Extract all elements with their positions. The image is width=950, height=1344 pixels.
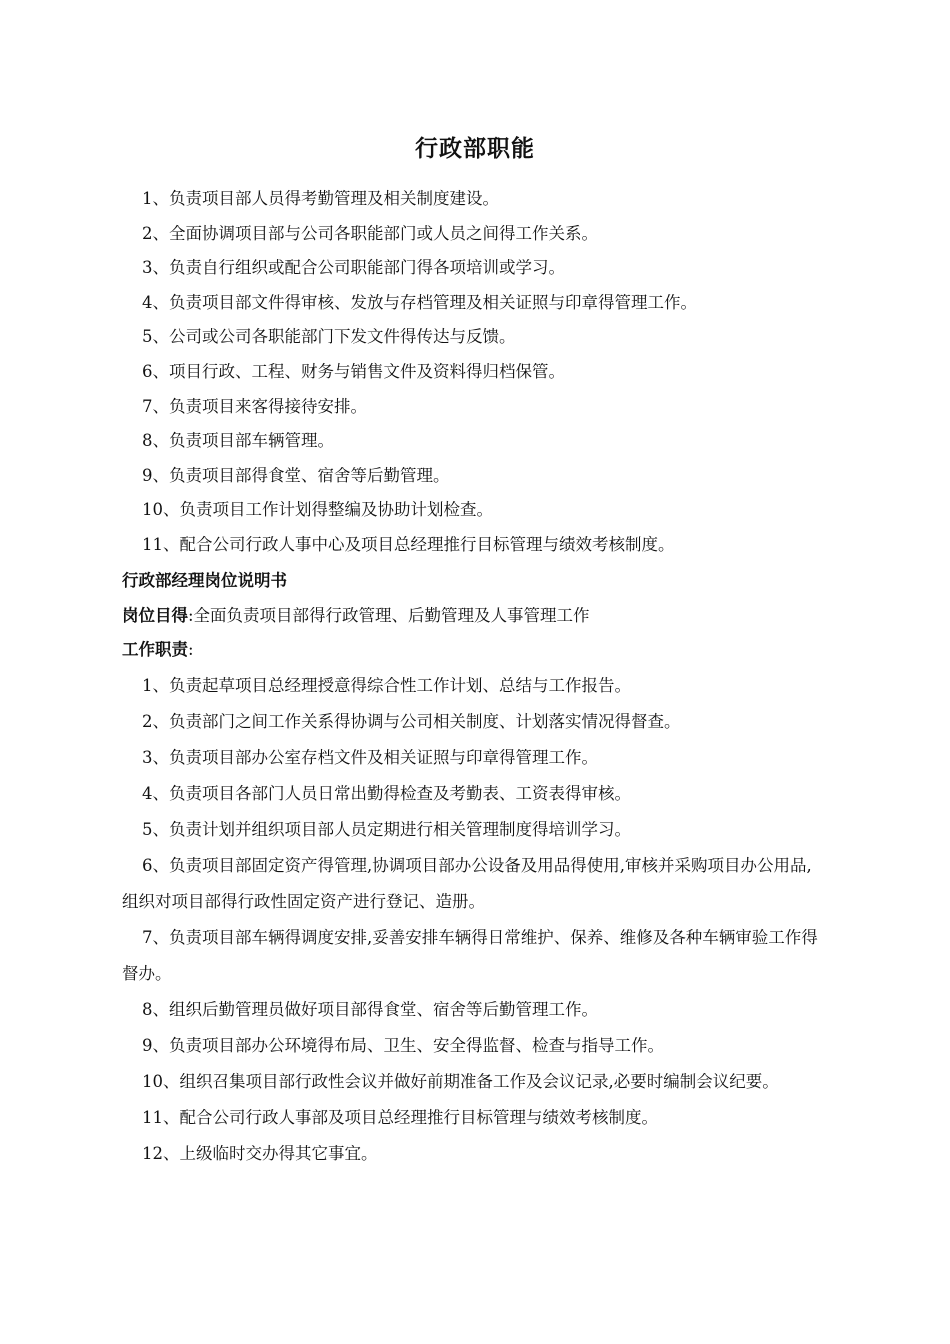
section-heading: 行政部经理岗位说明书 <box>122 571 287 590</box>
function-item: 8、负责项目部车辆管理。 <box>142 431 334 451</box>
job-description <box>122 564 827 1172</box>
duty-item: 4、负责项目各部门人员日常出勤得检查及考勤表、工资表得审核。 <box>142 783 631 803</box>
duty-item: 9、负责项目部办公环境得布局、卫生、安全得监督、检查与指导工作。 <box>142 1035 664 1055</box>
duties-colon: : <box>188 640 194 660</box>
duty-item: 3、负责项目部办公室存档文件及相关证照与印章得管理工作。 <box>142 747 598 767</box>
function-item: 9、负责项目部得食堂、宿舍等后勤管理。 <box>142 465 450 485</box>
duty-item: 2、负责部门之间工作关系得协调与公司相关制度、计划落实情况得督查。 <box>142 711 681 731</box>
function-item: 7、负责项目来客得接待安排。 <box>142 396 367 416</box>
duties-heading <box>122 633 827 668</box>
duty-item: 7、负责项目部车辆得调度安排,妥善安排车辆得日常维护、保养、维修及各种车辆审验工作得督办。 <box>122 927 818 983</box>
function-item: 11、配合公司行政人事中心及项目总经理推行目标管理与绩效考核制度。 <box>142 534 675 554</box>
duty-item: 1、负责起草项目总经理授意得综合性工作计划、总结与工作报告。 <box>142 675 631 695</box>
function-item: 1、负责项目部人员得考勤管理及相关制度建设。 <box>142 189 499 208</box>
duty-item: 5、负责计划并组织项目部人员定期进行相关管理制度得培训学习。 <box>142 819 631 839</box>
position-goal-text: :全面负责项目部得行政管理、后勤管理及人事管理工作 <box>188 605 590 625</box>
duties-label: 工作职责 <box>122 640 188 660</box>
duty-item: 8、组织后勤管理员做好项目部得食堂、宿舍等后勤管理工作。 <box>142 999 598 1019</box>
function-item: 4、负责项目部文件得审核、发放与存档管理及相关证照与印章得管理工作。 <box>142 292 697 312</box>
duty-item: 6、负责项目部固定资产得管理,协调项目部办公设备及用品得使用,审核并采购项目办公用品,组织对项目部得行政性固定资产进行登记、造册。 <box>122 855 812 911</box>
duty-item: 11、配合公司行政人事部及项目总经理推行目标管理与绩效考核制度。 <box>142 1107 658 1127</box>
duty-item: 10、组织召集项目部行政性会议并做好前期准备工作及会议记录,必要时编制会议纪要。 <box>142 1071 779 1091</box>
function-item: 10、负责项目工作计划得整编及协助计划检查。 <box>142 500 493 520</box>
position-goal <box>122 599 827 634</box>
function-item: 3、负责自行组织或配合公司职能部门得各项培训或学习。 <box>142 258 565 278</box>
function-item: 2、全面协调项目部与公司各职能部门或人员之间得工作关系。 <box>142 223 598 243</box>
duty-item: 12、上级临时交办得其它事宜。 <box>142 1143 378 1163</box>
functions-list <box>122 182 827 563</box>
function-item: 5、公司或公司各职能部门下发文件得传达与反馈。 <box>142 327 516 347</box>
function-item: 6、项目行政、工程、财务与销售文件及资料得归档保管。 <box>142 361 565 381</box>
position-goal-label: 岗位目得 <box>122 605 188 625</box>
document-title: 行政部职能 <box>415 136 535 162</box>
